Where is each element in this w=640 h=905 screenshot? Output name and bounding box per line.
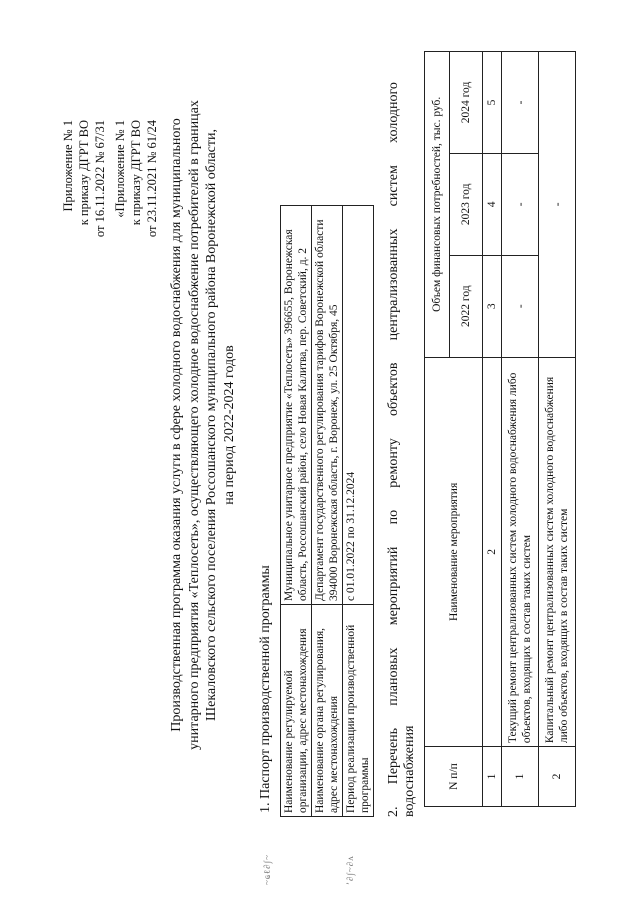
passport-label: Период реализации производственной программы — [343, 605, 374, 817]
measures-table — [424, 51, 576, 807]
title-line: Шекаловского сельского поселения Россошанского муниципального района Воронежской области, — [204, 129, 219, 721]
table-row — [502, 52, 539, 807]
year-header: 2024 год — [450, 52, 483, 154]
section-2-heading — [386, 82, 418, 817]
appendix-new-line: Приложение № 1 — [61, 120, 75, 212]
row-num: 2 — [539, 747, 576, 807]
appendix-old-line: «Приложение № 1 — [113, 120, 127, 218]
appendix-old-line: от 23.11.2021 № 61/24 — [145, 120, 159, 238]
appendix-old — [112, 120, 160, 237]
title-line: Производственная программа оказания услуги в сфере холодного водоснабжения для муниципального — [169, 118, 184, 732]
index-cell: 3 — [483, 255, 502, 357]
passport-label: Наименование регулируемой организации, адрес местонахождения — [281, 605, 312, 817]
section-1-heading: 1. Паспорт производственной программы — [258, 565, 273, 813]
table-row — [343, 206, 374, 817]
row-num: 1 — [502, 747, 539, 807]
passport-value: Муниципальное унитарное предприятие «Теплосеть» 396655, Воронежская область, Россошанский район, село Новая Калитва, пер. Советский, д. 2 — [281, 206, 312, 605]
passport-table — [280, 205, 374, 817]
appendix-old-line: к приказу ДГРТ ВО — [129, 120, 143, 226]
handwritten-mark-1: ~ҩℓ∂∫~ — [262, 854, 272, 885]
section-2-heading-words — [386, 82, 402, 817]
heading-word: мероприятий — [386, 546, 401, 626]
heading-word: 2. — [386, 806, 401, 817]
table-row — [281, 206, 312, 817]
row-name: Текущий ремонт централизованных систем холодного водоснабжения либо объектов, входящих в состав таких систем — [502, 357, 539, 746]
row-value: - — [502, 153, 539, 255]
col-num-header: N п/п — [425, 747, 483, 807]
appendix-new — [60, 120, 108, 237]
title-line: на период 2022-2024 годов — [221, 345, 237, 505]
col-volume-header: Объем финансовых потребностей, тыс. руб. — [425, 52, 450, 358]
row-value-merged: - — [539, 52, 576, 358]
heading-word: плановых — [386, 647, 401, 706]
heading-word: Перечень — [386, 727, 401, 785]
appendix-new-line: от 16.11.2022 № 67/31 — [93, 120, 107, 238]
heading-word: объектов — [386, 362, 401, 416]
title-line: унитарного предприятия «Теплосеть», осуществляющего холодное водоснабжение потребителей в границах — [186, 100, 202, 750]
index-cell: 2 — [483, 357, 502, 746]
heading-word: ремонту — [386, 438, 401, 488]
year-header: 2023 год — [450, 153, 483, 255]
heading-word: холодного — [386, 82, 401, 143]
heading-word: по — [386, 509, 401, 525]
passport-value: Департамент государственного регулирования тарифов Воронежской области 394000 Воронежская область, г. Воронеж, ул. 25 Октября, 45 — [312, 206, 343, 605]
table-header-row — [425, 52, 450, 807]
row-name: Капитальный ремонт централизованных систем холодного водоснабжения либо объектов, входящих в состав таких систем — [539, 357, 576, 746]
index-cell: 5 — [483, 52, 502, 154]
document-title — [168, 75, 238, 775]
handwritten-mark-2: ʼ∂∫~∂ʌ — [345, 855, 355, 885]
passport-value: с 01.01.2022 по 31.12.2024 — [343, 206, 374, 605]
table-row — [312, 206, 343, 817]
col-name-header: Наименование мероприятия — [425, 357, 483, 746]
passport-label: Наименование органа регулирования, адрес местонахождения — [312, 605, 343, 817]
index-cell: 1 — [483, 747, 502, 807]
table-row — [539, 52, 576, 807]
row-value: - — [502, 255, 539, 357]
section-2-heading-tail: водоснабжения — [402, 725, 417, 817]
year-header: 2022 год — [450, 255, 483, 357]
index-cell: 4 — [483, 153, 502, 255]
row-value: - — [502, 52, 539, 154]
index-row — [483, 52, 502, 807]
heading-word: систем — [386, 165, 401, 207]
appendix-new-line: к приказу ДГРТ ВО — [77, 120, 91, 226]
heading-word: централизованных — [386, 228, 401, 341]
